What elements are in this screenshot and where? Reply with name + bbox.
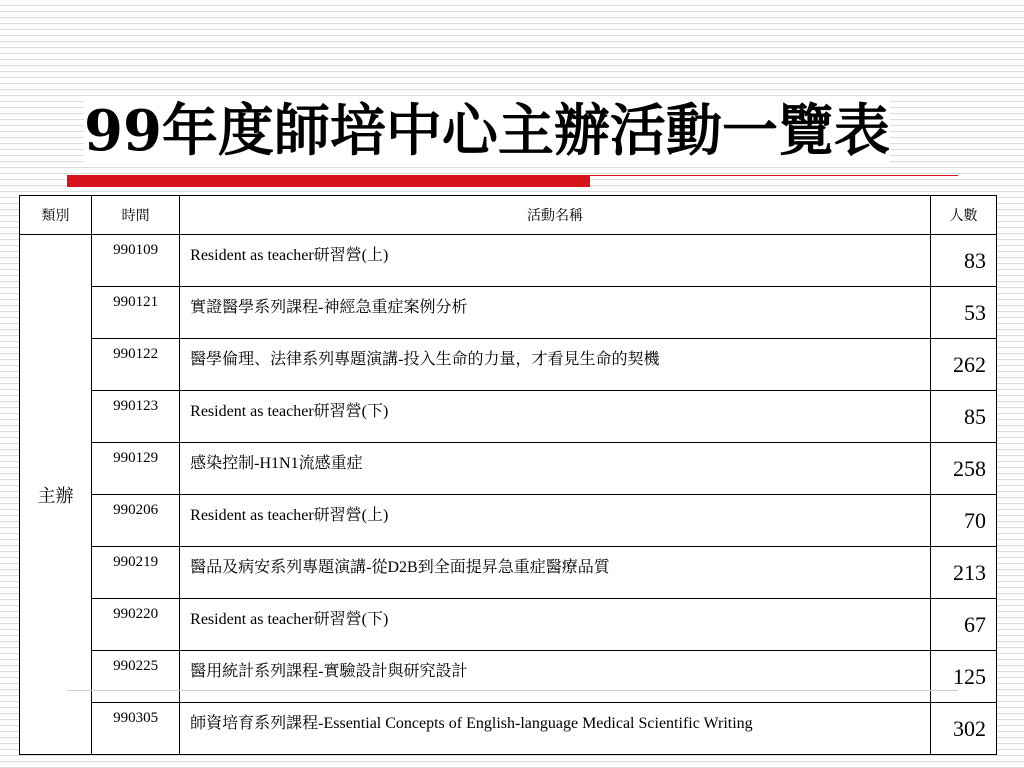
table-row	[20, 703, 997, 755]
date-cell: 990109	[92, 235, 180, 287]
date-cell: 990220	[92, 599, 180, 651]
category-cell: 主辦	[20, 235, 92, 755]
activity-name-cell: Resident as teacher研習營(上)	[180, 235, 931, 287]
date-cell: 990219	[92, 547, 180, 599]
header-date: 時間	[92, 196, 180, 235]
title-underline-bar	[67, 175, 590, 187]
date-cell: 990122	[92, 339, 180, 391]
table-row	[20, 287, 997, 339]
participant-count-cell: 70	[930, 495, 996, 547]
bottom-divider	[67, 690, 958, 691]
activity-name-cell: 師資培育系列課程-Essential Concepts of English-language Medical Scientific Writing	[180, 703, 931, 755]
title-underline-thin	[590, 175, 958, 176]
table-row	[20, 391, 997, 443]
slide-title: 99年度師培中心主辦活動一覽表	[84, 98, 890, 164]
date-cell: 990121	[92, 287, 180, 339]
participant-count-cell: 85	[930, 391, 996, 443]
participant-count-cell: 302	[930, 703, 996, 755]
table-row	[20, 599, 997, 651]
table-body	[20, 235, 997, 755]
header-activity-name: 活動名稱	[180, 196, 931, 235]
table-row	[20, 235, 997, 287]
date-cell: 990305	[92, 703, 180, 755]
activity-name-cell: Resident as teacher研習營(下)	[180, 599, 931, 651]
table-row	[20, 651, 997, 703]
activity-name-cell: 醫品及病安系列專題演講-從D2B到全面提昇急重症醫療品質	[180, 547, 931, 599]
table-row	[20, 339, 997, 391]
participant-count-cell: 262	[930, 339, 996, 391]
activity-name-cell: Resident as teacher研習營(上)	[180, 495, 931, 547]
activity-name-cell: 感染控制-H1N1流感重症	[180, 443, 931, 495]
participant-count-cell: 83	[930, 235, 996, 287]
activity-name-cell: 醫用統計系列課程-實驗設計與研究設計	[180, 651, 931, 703]
activity-name-cell: 實證醫學系列課程-神經急重症案例分析	[180, 287, 931, 339]
date-cell: 990129	[92, 443, 180, 495]
date-cell: 990225	[92, 651, 180, 703]
participant-count-cell: 67	[930, 599, 996, 651]
table-header-row	[20, 196, 997, 235]
activity-name-cell: 醫學倫理、法律系列專題演講-投入生命的力量，才看見生命的契機	[180, 339, 931, 391]
activity-name-cell: Resident as teacher研習營(下)	[180, 391, 931, 443]
header-category: 類別	[20, 196, 92, 235]
header-participants: 人數	[930, 196, 996, 235]
participant-count-cell: 53	[930, 287, 996, 339]
date-cell: 990206	[92, 495, 180, 547]
activity-table	[19, 195, 997, 755]
participant-count-cell: 213	[930, 547, 996, 599]
date-cell: 990123	[92, 391, 180, 443]
table-row	[20, 547, 997, 599]
table-row	[20, 495, 997, 547]
participant-count-cell: 258	[930, 443, 996, 495]
table-row	[20, 443, 997, 495]
participant-count-cell: 125	[930, 651, 996, 703]
